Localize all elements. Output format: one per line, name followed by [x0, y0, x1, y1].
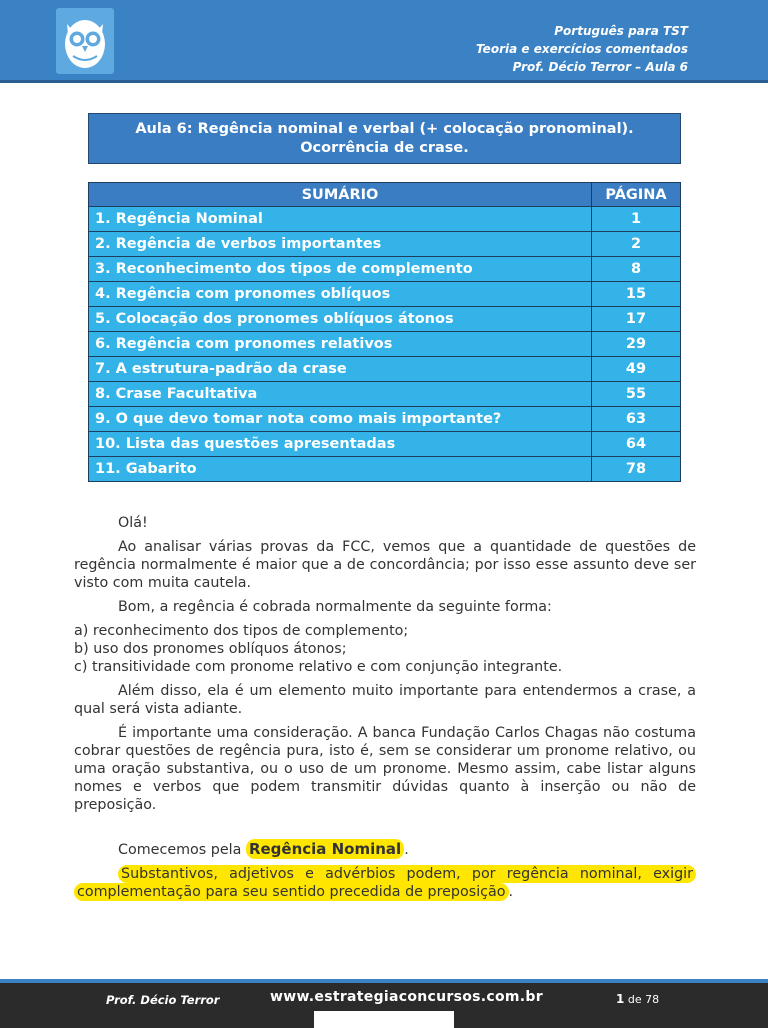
page-footer — [0, 979, 768, 1028]
toc-item-page: 55 — [592, 382, 681, 407]
table-row[interactable] — [89, 232, 681, 257]
paragraph-start — [74, 840, 696, 859]
page-current: 1 — [616, 992, 625, 1006]
table-row[interactable] — [89, 382, 681, 407]
header-course-subtitle: Teoria e exercícios comentados — [476, 42, 688, 56]
toc-item-label[interactable]: 6. Regência com pronomes relativos — [89, 332, 592, 357]
summary-column-header: SUMÁRIO — [89, 183, 592, 207]
summary-header-row — [89, 183, 681, 207]
table-row[interactable] — [89, 282, 681, 307]
toc-item-page: 8 — [592, 257, 681, 282]
toc-item-page: 17 — [592, 307, 681, 332]
table-row[interactable] — [89, 357, 681, 382]
table-row[interactable] — [89, 432, 681, 457]
toc-item-label[interactable]: 3. Reconhecimento dos tipos de complemento — [89, 257, 592, 282]
table-row[interactable] — [89, 257, 681, 282]
start-suffix: . — [404, 842, 409, 858]
footer-tab — [314, 1011, 454, 1028]
paragraph-intro: Ao analisar várias provas da FCC, vemos que a quantidade de questões de regência normalmente é maior que a de concordância; por isso esse assunto deve ser visto com muita cautela. — [74, 539, 696, 591]
paragraph-consideration: É importante uma consideração. A banca Fundação Carlos Chagas não costuma cobrar questões de regência pura, isto é, sem se considerar um pronome relativo, ou uma oração substantiva, ou o uso de um pronome. Mesmo assim, cabe listar alguns nomes e verbos que podem transmitir dúvidas quanto à inserção ou não de preposição. — [74, 725, 696, 813]
paragraph-definition — [74, 865, 696, 901]
lesson-title-line2: Ocorrência de crase. — [300, 139, 469, 156]
header-divider — [0, 80, 768, 83]
toc-item-label[interactable]: 4. Regência com pronomes oblíquos — [89, 282, 592, 307]
footer-site-link[interactable]: www.estrategiaconcursos.com.br — [270, 989, 543, 1005]
list-item: b) uso dos pronomes oblíquos átonos; — [74, 641, 347, 657]
toc-item-page: 2 — [592, 232, 681, 257]
table-row[interactable] — [89, 332, 681, 357]
table-row[interactable] — [89, 457, 681, 482]
toc-item-label[interactable]: 9. O que devo tomar nota como mais importante? — [89, 407, 592, 432]
highlight-definition: Substantivos, adjetivos e advérbios podem, por regência nominal, exigir complementação para seu sentido precedida de preposição — [74, 865, 696, 901]
toc-item-page: 63 — [592, 407, 681, 432]
page-indicator — [616, 992, 659, 1006]
logo — [56, 8, 114, 74]
owl-icon — [56, 8, 114, 74]
lesson-title-box — [88, 113, 681, 164]
start-prefix: Comecemos pela — [118, 842, 246, 858]
toc-item-label[interactable]: 5. Colocação dos pronomes oblíquos átonos — [89, 307, 592, 332]
paragraph-forms: Bom, a regência é cobrada normalmente da seguinte forma: — [118, 599, 552, 615]
toc-item-page: 78 — [592, 457, 681, 482]
page-column-header: PÁGINA — [592, 183, 681, 207]
toc-item-page: 29 — [592, 332, 681, 357]
forms-list — [74, 622, 696, 676]
summary-table — [88, 182, 681, 482]
toc-item-page: 49 — [592, 357, 681, 382]
list-item: a) reconhecimento dos tipos de complemento; — [74, 623, 409, 639]
paragraph-crase: Além disso, ela é um elemento muito importante para entendermos a crase, a qual será vista adiante. — [74, 683, 696, 717]
lesson-body — [74, 514, 696, 907]
toc-item-label[interactable]: 8. Crase Facultativa — [89, 382, 592, 407]
table-row[interactable] — [89, 207, 681, 232]
list-item: c) transitividade com pronome relativo e com conjunção integrante. — [74, 659, 563, 675]
toc-item-page: 15 — [592, 282, 681, 307]
table-row[interactable] — [89, 407, 681, 432]
toc-item-label[interactable]: 10. Lista das questões apresentadas — [89, 432, 592, 457]
page-total: 78 — [645, 993, 660, 1006]
table-row[interactable] — [89, 307, 681, 332]
toc-item-page: 1 — [592, 207, 681, 232]
toc-item-label[interactable]: 11. Gabarito — [89, 457, 592, 482]
header-lesson: Prof. Décio Terror – Aula 6 — [512, 60, 688, 74]
header-course-title: Português para TST — [554, 24, 688, 38]
header-course-info — [476, 22, 688, 76]
toc-item-page: 64 — [592, 432, 681, 457]
highlight-regencia-nominal: Regência Nominal — [246, 839, 404, 859]
page-header — [0, 0, 768, 80]
toc-item-label[interactable]: 2. Regência de verbos importantes — [89, 232, 592, 257]
footer-author: Prof. Décio Terror — [106, 993, 220, 1007]
definition-suffix: . — [508, 884, 514, 900]
lesson-title-line1: Aula 6: Regência nominal e verbal (+ colocação pronominal). — [135, 120, 634, 137]
page-separator: de — [624, 993, 646, 1006]
toc-item-label[interactable]: 1. Regência Nominal — [89, 207, 592, 232]
greeting: Olá! — [118, 515, 148, 531]
toc-item-label[interactable]: 7. A estrutura-padrão da crase — [89, 357, 592, 382]
